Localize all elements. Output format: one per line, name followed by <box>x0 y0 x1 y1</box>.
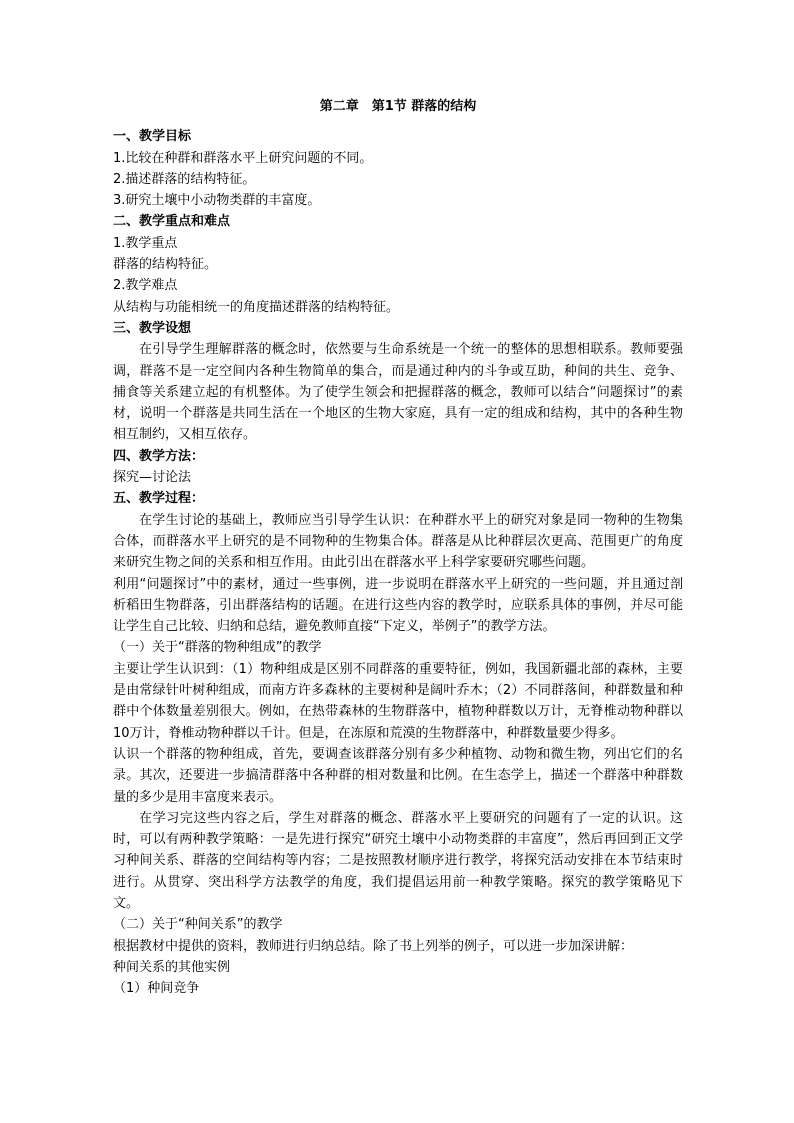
process-paragraph: 认识一个群落的物种组成，首先，要调查该群落分别有多少种植物、动物和微生物，列出它们的名录。其次，还要进一步搞清群落中各种群的相对数量和比例。在生态学上，描述一个群落中种群数量的多少是用丰富度来表示。 <box>113 746 683 805</box>
document-page <box>113 96 683 999</box>
section-heading-goals: 一、教学目标 <box>113 129 192 145</box>
process-paragraph: 种间关系的其他实例 <box>113 959 231 975</box>
method-text: 探究—讨论法 <box>113 470 192 486</box>
design-paragraph: 在引导学生理解群落的概念时，依然要与生命系统是一个统一的整体的思想相联系。教师要强调，群落不是一定空间内各种生物简单的集合，而是通过种内的斗争或互助，种间的共生、竞争、捕食等关系建立起的有机整体。为了使学生领会和把握群落的概念，教师可以结合“问题探讨”的素材，说明一个群落是共同生活在一个地区的生物大家庭，具有一定的组成和结构，其中的各种生物相互制约，又相互依存。 <box>113 342 683 443</box>
goal-item: 3.研究土壤中小动物类群的丰富度。 <box>113 193 321 209</box>
process-paragraph: 在学习完这些内容之后，学生对群落的概念、群落水平上要研究的问题有了一定的认识。这时，可以有两种教学策略：一是先进行探究“研究土壤中小动物类群的丰富度”，然后再回到正文学习种间关系、群落的空间结构等内容；二是按照教材顺序进行教学，将探究活动安排在本节结束时进行。从贯穿、突出科学方法教学的角度，我们提倡运用前一种教学策略。探究的教学策略见下文。 <box>113 810 683 911</box>
section-heading-method: 四、教学方法： <box>113 448 205 464</box>
process-paragraph: 利用“问题探讨”中的素材，通过一些事例，进一步说明在群落水平上研究的一些问题，并且通过剖析稻田生物群落，引出群落结构的话题。在进行这些内容的教学时，应联系具体的事例，并尽可能让学生自己比较、归纳和总结，避免教师直接“下定义，举例子”的教学方法。 <box>113 576 683 635</box>
page-title: 第二章 第1节 群落的结构 <box>319 99 477 114</box>
section-heading-design: 三、教学设想 <box>113 320 192 336</box>
key-point-text: 群落的结构特征。 <box>113 257 218 273</box>
section-heading-key-points: 二、教学重点和难点 <box>113 214 231 230</box>
subheading-key-point: 1.教学重点 <box>113 235 178 251</box>
difficulty-text: 从结构与功能相统一的角度描述群落的结构特征。 <box>113 299 400 315</box>
goal-item: 2.描述群落的结构特征。 <box>113 171 256 187</box>
process-paragraph: 在学生讨论的基础上，教师应当引导学生认识：在种群水平上的研究对象是同一物种的生物集合体，而群落水平上研究的是不同物种的生物集合体。群落是从比种群层次更高、范围更广的角度来研究生物之间的关系和相互作用。由此引出在群落水平上科学家要研究哪些问题。 <box>113 512 683 571</box>
process-paragraph: 根据教材中提供的资料，教师进行归纳总结。除了书上列举的例子，可以进一步加深讲解： <box>113 938 634 954</box>
subsection-heading-species: （一）关于“群落的物种组成”的教学 <box>113 640 322 656</box>
subsection-heading-interspecies: （二）关于“种间关系”的教学 <box>113 917 283 933</box>
section-heading-process: 五、教学过程： <box>113 491 205 507</box>
goal-item: 1.比较在种群和群落水平上研究问题的不同。 <box>113 150 373 166</box>
process-paragraph: 主要让学生认识到：（1）物种组成是区别不同群落的重要特征，例如，我国新疆北部的森林，主要是由常绿针叶树种组成，而南方许多森林的主要树种是阔叶乔木；（2）不同群落间，种群数量和种群中个体数量差别很大。例如，在热带森林的生物群落中，植物种群数以万计，无脊椎动物种群以10万计，脊椎动物种群以千计。但是，在冻原和荒漠的生物群落中，种群数量要少得多。 <box>113 661 683 741</box>
process-paragraph: （1）种间竞争 <box>113 981 200 997</box>
subheading-difficulty: 2.教学难点 <box>113 278 178 294</box>
